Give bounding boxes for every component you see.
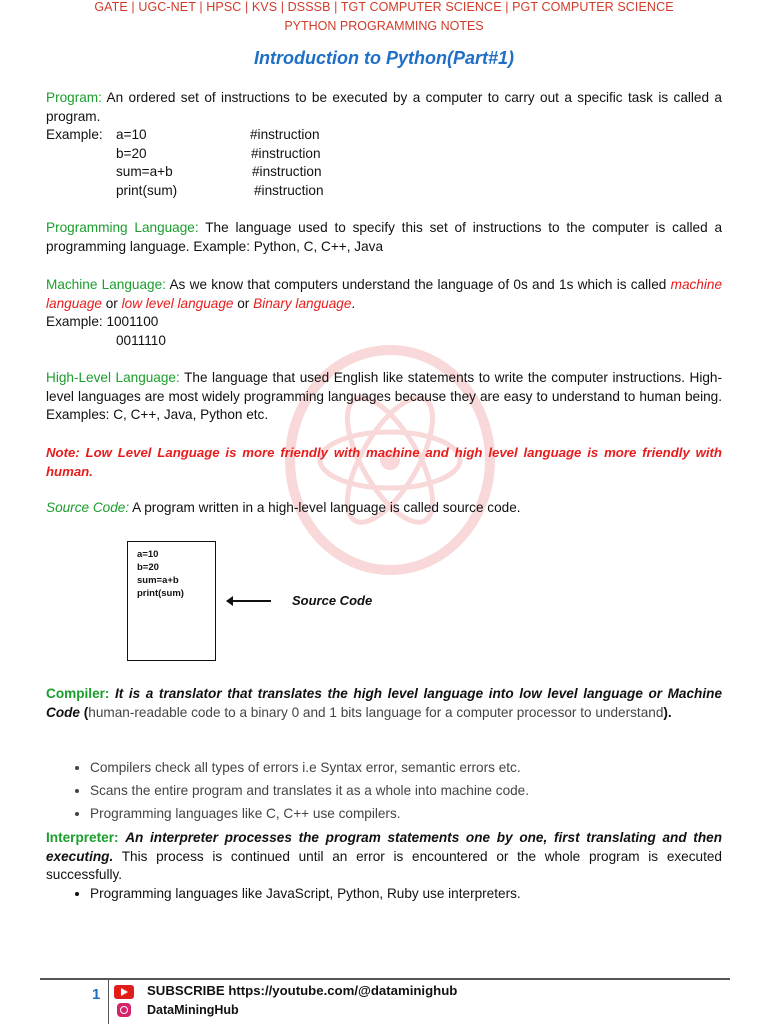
page-title: Introduction to Python(Part#1) [254, 48, 514, 68]
or-word-2: or [237, 295, 250, 311]
machine-language-term-2: low level language [121, 295, 234, 311]
interpreter-text: This process is continued until an error is encountered or the whole program is executed successfully. [46, 848, 722, 883]
footer-vertical-divider [108, 980, 109, 1024]
interpreter-definition: An interpreter processes the program statements one by one, first translating and then executing. [46, 830, 723, 864]
machine-language-paragraph [46, 276, 722, 313]
note-text: Note: Low Level Language is more friendly with machine and high level language is more friendly with human. [46, 445, 722, 479]
machine-language-term: Machine Language: [46, 277, 166, 292]
instagram-icon[interactable] [117, 1003, 131, 1017]
code-comment-2: #instruction [251, 145, 321, 161]
or-word-1: or [105, 295, 118, 311]
compiler-paragraph [46, 685, 722, 722]
interpreter-paragraph [46, 829, 722, 885]
box-line-3: sum=a+b [137, 575, 179, 586]
list-item: • Compilers check all types of errors i.e Syntax error, semantic errors etc. [90, 759, 722, 778]
code-line-1: a=10 [116, 127, 147, 142]
subscribe-link[interactable]: SUBSCRIBE https://youtube.com/@dataminighub [147, 983, 458, 998]
code-comment-4: #instruction [254, 182, 324, 198]
machine-language-term-1: machine language [46, 277, 723, 311]
programming-language-paragraph [46, 219, 722, 256]
paren-open: ( [83, 704, 89, 720]
machine-language-text: As we know that computers understand the language of 0s and 1s which is called [169, 277, 667, 292]
box-line-2: b=20 [137, 562, 159, 573]
list-item: • Scans the entire program and translates it as a whole into machine code. [90, 782, 722, 801]
source-code-term: Source Code: [46, 500, 130, 515]
machine-language-example-2: 0011110 [116, 332, 166, 348]
program-paragraph [46, 89, 722, 126]
note-paragraph [46, 444, 722, 481]
left-arrow-icon [227, 600, 271, 602]
interpreter-term: Interpreter: [46, 830, 119, 845]
code-line-2: b=20 [116, 145, 147, 161]
box-line-4: print(sum) [137, 588, 184, 599]
interpreter-bullets [46, 885, 722, 908]
paren-close: ). [663, 704, 672, 720]
brand-name[interactable]: DataMiningHub [147, 1003, 239, 1017]
list-item: • Programming languages like C, C++ use compilers. [90, 805, 722, 824]
compiler-explanation: human-readable code to a binary 0 and 1 bits language for a computer processor to understand [88, 704, 664, 720]
youtube-icon[interactable] [114, 985, 134, 999]
source-code-box [127, 541, 216, 661]
programming-language-text: The language used to specify this set of instructions to the computer is called a programming language. Example: Python, C, C++, Java [46, 220, 723, 254]
high-level-text: The language that used English like statements to write the computer instructions. High-level languages are most widely programming languages because they are easy to understand to human being. Examples: C, C++, Java, Python etc. [46, 370, 723, 423]
program-term: Program: [46, 90, 102, 105]
machine-language-example: Example: 1001100 [46, 314, 159, 329]
source-code-paragraph [46, 499, 722, 518]
programming-language-term: Programming Language: [46, 220, 199, 235]
compiler-term: Compiler: [46, 686, 110, 701]
high-level-term: High-Level Language: [46, 370, 180, 385]
program-example-label: Example: [46, 127, 103, 142]
box-line-1: a=10 [137, 549, 159, 560]
compiler-bullets [46, 759, 722, 829]
code-comment-3: #instruction [252, 164, 322, 180]
header-subtitle: PYTHON PROGRAMMING NOTES [284, 19, 484, 33]
period: . [351, 295, 356, 311]
program-text: An ordered set of instructions to be executed by a computer to carry out a specific task is called a program. [46, 90, 722, 124]
code-line-4: print(sum) [116, 182, 178, 198]
compiler-definition: It is a translator that translates the high level language into low level language or Machine Code [46, 686, 722, 720]
code-comment-1: #instruction [250, 127, 320, 142]
footer-divider [40, 978, 730, 980]
high-level-paragraph [46, 369, 722, 425]
source-code-label: Source Code [292, 593, 373, 608]
page-number: 1 [92, 986, 101, 1003]
source-code-text: A program written in a high-level language is called source code. [132, 500, 521, 515]
machine-language-term-3: Binary language [253, 295, 352, 311]
code-line-3: sum=a+b [116, 164, 173, 180]
list-item: • Programming languages like JavaScript, Python, Ruby use interpreters. [90, 885, 722, 904]
header-exams: GATE | UGC-NET | HPSC | KVS | DSSSB | TGT COMPUTER SCIENCE | PGT COMPUTER SCIENCE [94, 0, 674, 14]
